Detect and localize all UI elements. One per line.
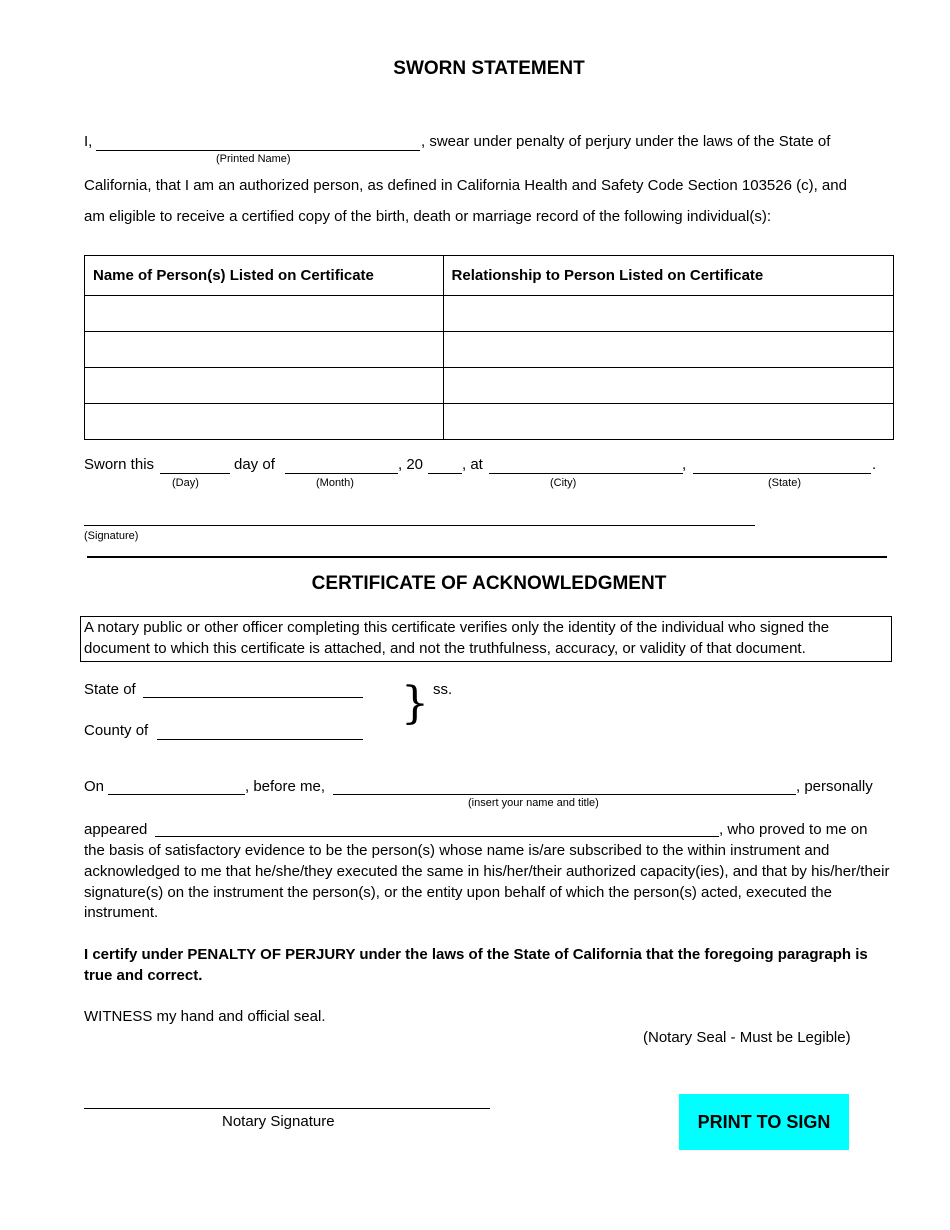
notary-signature-caption: Notary Signature xyxy=(222,1113,335,1130)
on-label: On xyxy=(84,778,105,795)
before-me-label: , before me, xyxy=(245,778,326,795)
state-of-input[interactable] xyxy=(143,677,369,697)
day-line xyxy=(160,473,230,474)
day-of-label: day of xyxy=(234,456,275,473)
ss-label: ss. xyxy=(433,681,453,698)
swear-text: , swear under penalty of perjury under the laws of the State of xyxy=(421,133,831,150)
year-line xyxy=(428,473,462,474)
person-name-input[interactable] xyxy=(85,333,443,366)
state-input[interactable] xyxy=(693,453,877,473)
acknowledgment-paragraph: the basis of satisfactory evidence to be the person(s) whose name is/are subscribed to the within instrument and acknowledged to me that he/she/they executed the same in his/her/their authorized capacity(ies), and that by his/her/their signature(s) on the instrument the person(s), or the entity upon behalf of which the person(s) acted, executed the instrument. xyxy=(84,842,890,922)
relationship-input[interactable] xyxy=(444,405,893,438)
sworn-statement-title: SWORN STATEMENT xyxy=(393,58,585,79)
printed-name-input[interactable] xyxy=(96,130,426,150)
i-prefix: I, xyxy=(84,133,93,150)
col-header-name: Name of Person(s) Listed on Certificate xyxy=(85,256,444,296)
city-line xyxy=(489,473,683,474)
notary-signature-line xyxy=(84,1108,490,1109)
city-input[interactable] xyxy=(489,453,689,473)
statement-line-2: California, that I am an authorized person, as defined in California Health and Safety Code Section 103526 (c), and xyxy=(84,177,847,194)
day-input[interactable] xyxy=(160,453,236,473)
notary-name-line xyxy=(333,794,796,795)
personally-label: , personally xyxy=(796,778,873,795)
table-row xyxy=(85,368,894,404)
who-proved-label: , who proved to me on xyxy=(719,821,868,838)
appeared-name-input[interactable] xyxy=(155,816,725,836)
sworn-this-label: Sworn this xyxy=(84,456,155,473)
state-of-line xyxy=(143,697,363,698)
state-caption: (State) xyxy=(768,477,802,489)
relationship-input[interactable] xyxy=(444,297,893,330)
notary-seal-caption: (Notary Seal - Must be Legible) xyxy=(643,1029,851,1046)
certificate-persons-table xyxy=(84,255,894,440)
date-line xyxy=(108,794,245,795)
signature-line xyxy=(84,525,755,526)
notary-signature-input[interactable] xyxy=(84,1087,496,1107)
printed-name-caption: (Printed Name) xyxy=(216,153,291,165)
year-prefix: , 20 xyxy=(398,456,424,473)
month-caption: (Month) xyxy=(316,477,354,489)
witness-text: WITNESS my hand and official seal. xyxy=(84,1008,326,1025)
month-line xyxy=(285,473,398,474)
month-input[interactable] xyxy=(285,453,404,473)
at-label: , at xyxy=(462,456,483,473)
state-period: . xyxy=(872,456,877,473)
county-of-line xyxy=(157,739,363,740)
person-name-input[interactable] xyxy=(85,297,443,330)
col-header-relationship: Relationship to Person Listed on Certificate xyxy=(443,256,893,296)
appeared-line xyxy=(155,836,719,837)
city-caption: (City) xyxy=(550,477,577,489)
print-to-sign-button[interactable]: PRINT TO SIGN xyxy=(679,1094,849,1150)
statement-line-3: am eligible to receive a certified copy of the birth, death or marriage record of the following individual(s): xyxy=(84,208,772,225)
table-row xyxy=(85,404,894,440)
relationship-input[interactable] xyxy=(444,333,893,366)
date-input[interactable] xyxy=(108,774,251,794)
printed-name-line xyxy=(96,150,420,151)
notary-notice-box: A notary public or other officer completing this certificate verifies only the identity of the individual who signed the document to which this certificate is attached, and not the truthfulness, accuracy, or validity of that document. xyxy=(80,616,892,662)
relationship-input[interactable] xyxy=(444,369,893,402)
state-line xyxy=(693,473,871,474)
section-divider xyxy=(87,556,887,558)
notary-name-title-input[interactable] xyxy=(333,774,802,794)
county-of-label: County of xyxy=(84,722,149,739)
brace-symbol: } xyxy=(401,678,429,729)
table-row xyxy=(85,332,894,368)
appeared-label: appeared xyxy=(84,821,148,838)
county-of-input[interactable] xyxy=(157,719,369,739)
table-row xyxy=(85,296,894,332)
signature-caption: (Signature) xyxy=(84,530,139,542)
signature-input[interactable] xyxy=(84,503,761,523)
acknowledgment-title: CERTIFICATE OF ACKNOWLEDGMENT xyxy=(311,573,667,594)
day-caption: (Day) xyxy=(172,477,199,489)
state-of-label: State of xyxy=(84,681,136,698)
city-comma: , xyxy=(682,456,687,473)
perjury-certification: I certify under PENALTY OF PERJURY under the laws of the State of California that the foregoing paragraph is true and correct. xyxy=(84,946,868,984)
insert-name-title-caption: (insert your name and title) xyxy=(468,797,599,809)
person-name-input[interactable] xyxy=(85,405,443,438)
person-name-input[interactable] xyxy=(85,369,443,402)
